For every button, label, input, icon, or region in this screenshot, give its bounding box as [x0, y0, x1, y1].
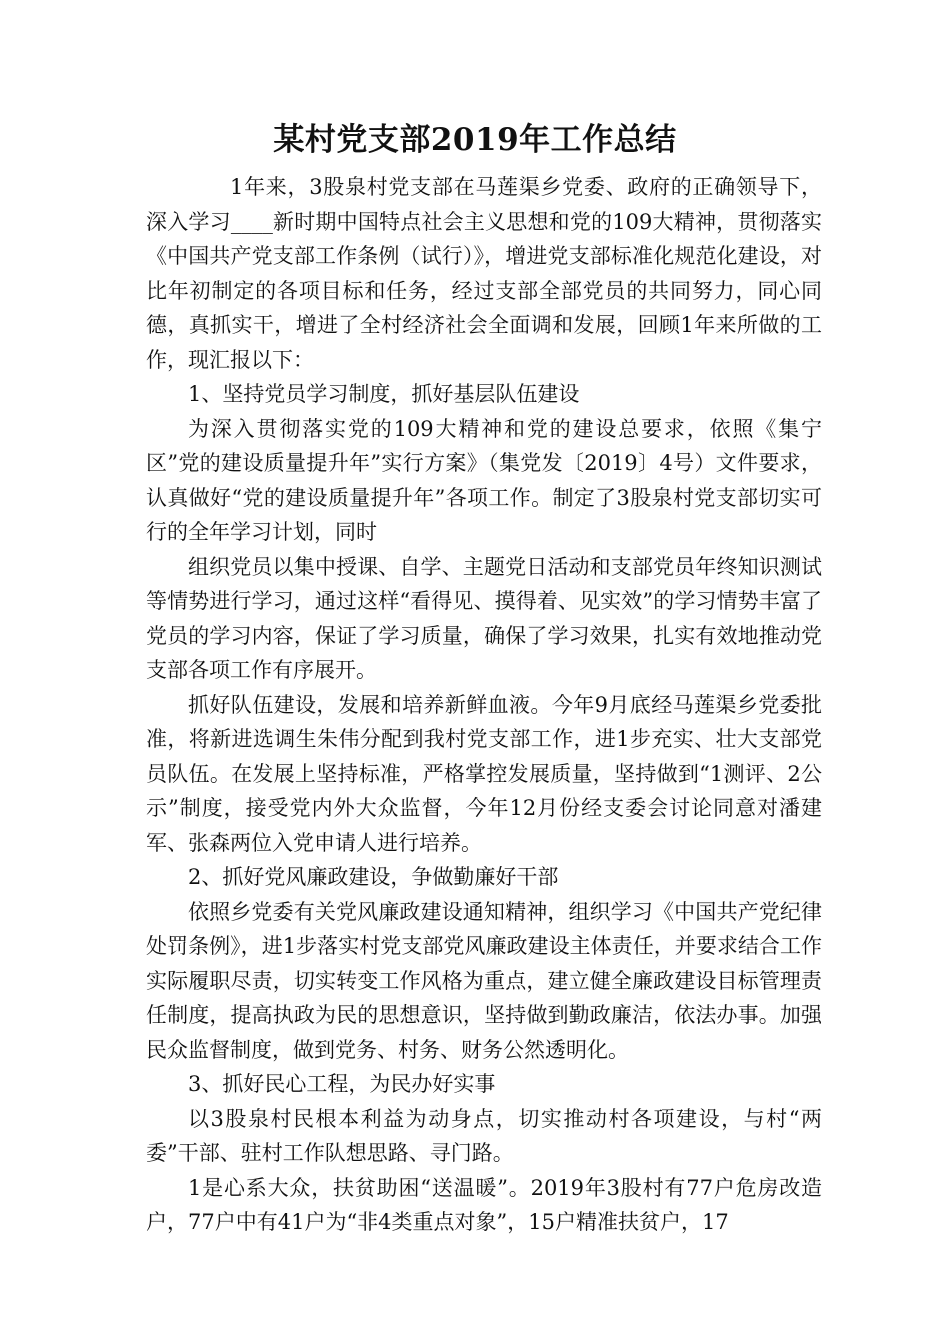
section-heading-2: 2、抓好党风廉政建设，争做勤廉好干部 [188, 865, 559, 889]
paragraph-intro: 1年来，3股泉村党支部在马莲渠乡党委、政府的正确领导下，深入学习____新时期中国特点社会主义思想和党的109大精神，贯彻落实《中国共产党支部工作条例（试行）》，增进党支部标准化规范化建设，对比年初制定的各项目标和任务，经过支部全部党员的共同努力，同心同德，真抓实干，增进了全村经济社会全面调和发展，回顾1年来所做的工作，现汇报以下： [146, 175, 822, 372]
section-heading-3: 3、抓好民心工程，为民办好实事 [188, 1072, 496, 1096]
section-heading-1: 1、坚持党员学习制度，抓好基层队伍建设 [188, 382, 580, 406]
paragraph: 依照乡党委有关党风廉政建设通知精神，组织学习《中国共产党纪律处罚条例》，进1步落实村党支部党风廉政建设主体责任，并要求结合工作实际履职尽责，切实转变工作风格为重点，建立健全廉政建设目标管理责任制度，提高执政为民的思想意识，坚持做到勤政廉洁，依法办事。加强民众监督制度，做到党务、村务、财务公然透明化。 [146, 899, 822, 1062]
document-title: 某村党支部2019年工作总结 [273, 122, 677, 158]
paragraph: 1是心系大众，扶贫助困“送温暖”。2019年3股村有77户危房改造户，77户中有41户为“非4类重点对象”，15户精准扶贫户，17 [146, 1175, 822, 1234]
document-body [146, 170, 822, 1240]
paragraph: 组织党员以集中授课、自学、主题党日活动和支部党员年终知识测试等情势进行学习，通过这样“看得见、摸得着、见实效”的学习情势丰富了党员的学习内容，保证了学习质量，确保了学习效果，扎实有效地推动党支部各项工作有序展开。 [146, 554, 822, 682]
paragraph: 抓好队伍建设，发展和培养新鲜血液。今年9月底经马莲渠乡党委批准，将新进选调生朱伟分配到我村党支部工作，进1步充实、壮大支部党员队伍。在发展上坚持标准，严格掌控发展质量，坚持做到“1测评、2公示”制度，接受党内外大众监督，今年12月份经支委会讨论同意对潘建军、张森两位入党申请人进行培养。 [146, 692, 822, 855]
paragraph: 以3股泉村民根本利益为动身点，切实推动村各项建设，与村“两委”干部、驻村工作队想思路、寻门路。 [146, 1106, 822, 1165]
paragraph: 为深入贯彻落实党的109大精神和党的建设总要求，依照《集宁区”党的建设质量提升年”实行方案》（集党发〔2019〕4号）文件要求，认真做好“党的建设质量提升年”各项工作。制定了3股泉村党支部切实可行的全年学习计划，同时 [146, 416, 822, 544]
